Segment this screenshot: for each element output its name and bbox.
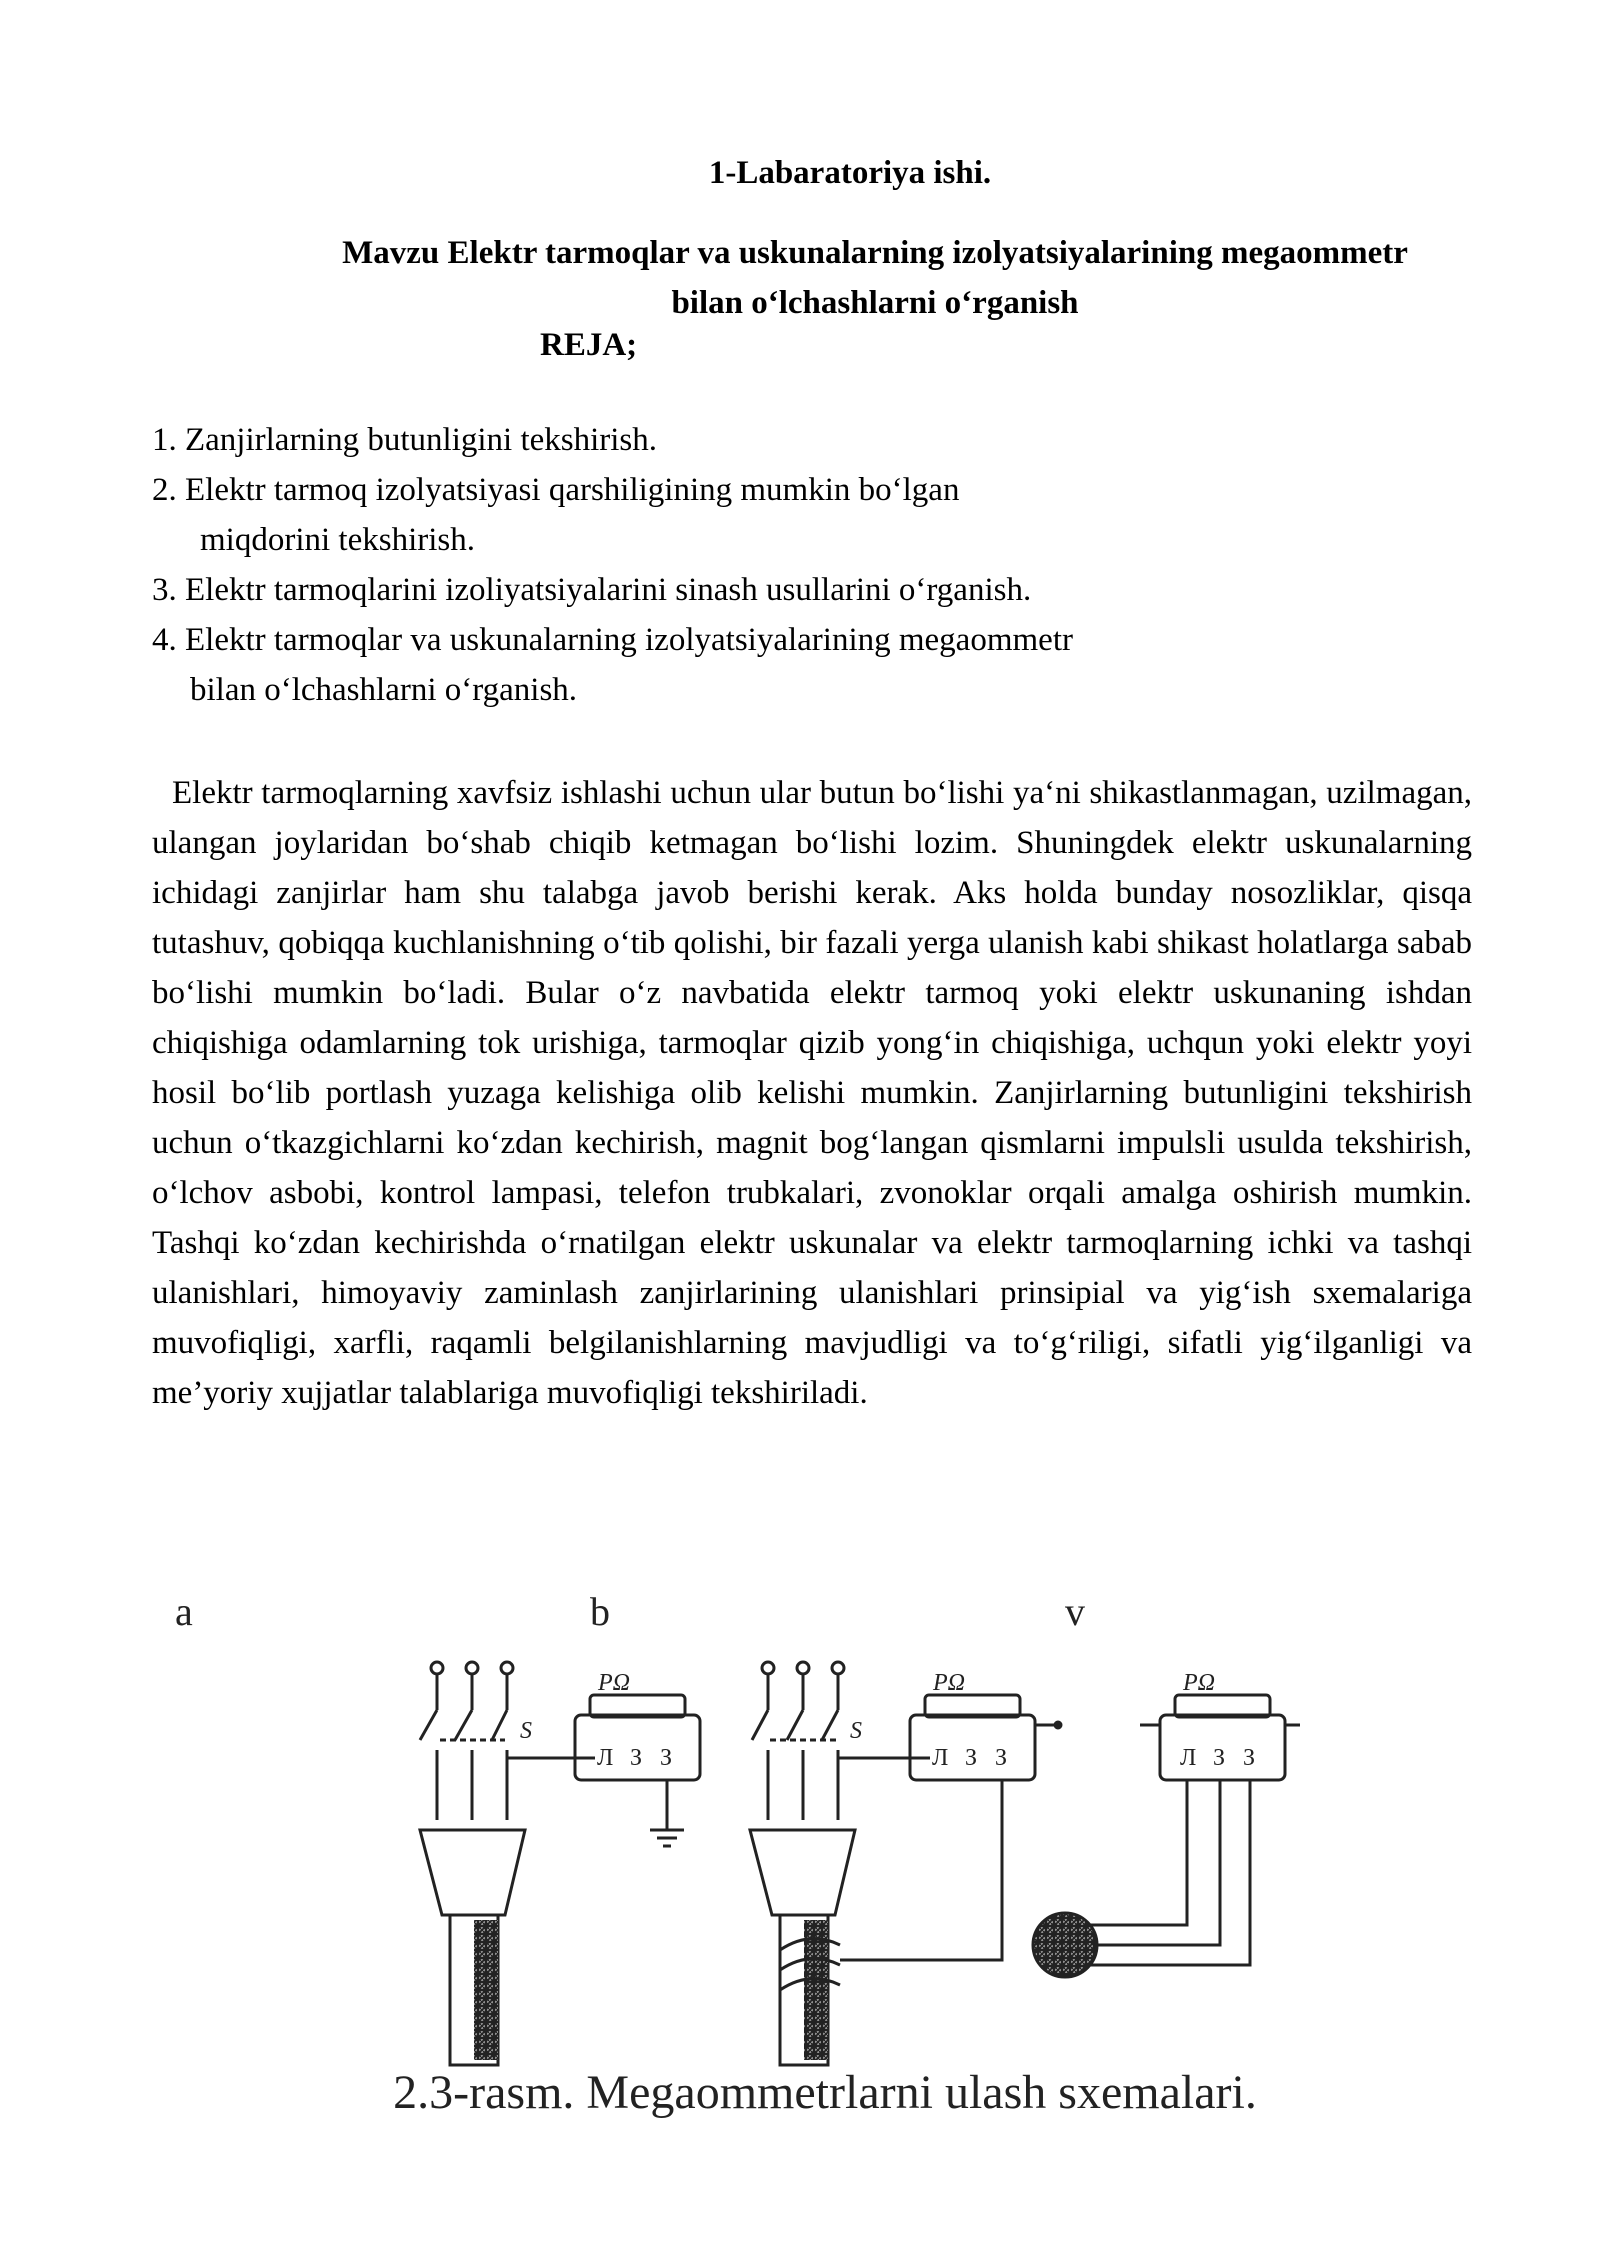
lab-title xyxy=(0,155,1600,192)
plan-heading: REJA; xyxy=(540,327,638,363)
plan-item-1: 1. Zanjirlarning butunligini tekshirish. xyxy=(152,422,658,458)
switch-label-b: S xyxy=(850,1718,862,1744)
label-v: v xyxy=(1065,1590,1085,1634)
terminal-v-1: Л xyxy=(1180,1745,1197,1771)
plan-item-2: 2. Elektr tarmoq izolyatsiyasi qarshiligining mumkin bo‘lgan xyxy=(152,472,960,508)
plan-list xyxy=(152,415,1482,715)
terminal-b-1: Л xyxy=(932,1745,949,1771)
switch-label-a: S xyxy=(520,1718,532,1744)
meter-label-a: PΩ xyxy=(598,1670,631,1696)
label-b: b xyxy=(590,1590,610,1634)
scheme-a xyxy=(420,1662,700,2065)
label-a: a xyxy=(175,1590,193,1634)
topic-line-1: Mavzu Elektr tarmoqlar va uskunalarning izolyatsiyalarining megaommetr xyxy=(342,235,1408,271)
plan-item-4-cont: bilan o‘lchashlarni o‘rganish. xyxy=(190,672,578,708)
plan-item-3: 3. Elektr tarmoqlarini izoliyatsiyalarini sinash usullarini o‘rganish. xyxy=(152,572,1032,608)
scheme-v xyxy=(1033,1670,1300,1977)
terminal-a-1: Л xyxy=(597,1745,614,1771)
terminal-a-3: З xyxy=(660,1745,673,1771)
scheme-b xyxy=(750,1662,1061,2065)
plan-item-4: 4. Elektr tarmoqlar va uskunalarning izolyatsiyalarining megaommetr xyxy=(152,622,1073,658)
terminal-v-2: З xyxy=(1213,1745,1226,1771)
plan-item-2-cont: miqdorini tekshirish. xyxy=(200,522,475,558)
lab-title-text: 1-Labaratoriya ishi. xyxy=(708,155,992,191)
meter-label-b: PΩ xyxy=(933,1670,966,1696)
figure-megaohmmeter-schemes xyxy=(150,1590,1450,2130)
topic-heading xyxy=(200,228,1550,328)
figure-caption-text: 2.3-rasm. Megaommetrlarni ulash sxemalari. xyxy=(393,2066,1257,2119)
terminal-b-3: З xyxy=(995,1745,1008,1771)
terminal-b-2: З xyxy=(965,1745,978,1771)
schematic-drawing xyxy=(150,1590,1450,2130)
body-paragraph: Elektr tarmoqlarning xavfsiz ishlashi uchun ular butun bo‘lishi ya‘ni shikastlanmagan, uzilmagan, ulangan joylaridan bo‘shab chiqib ketmagan bo‘lishi lozim. Shuningdek elektr uskunalarning ichidagi zanjirlar ham shu talabga javob berishi kerak. Aks holda bunday nosozliklar, qisqa tutashuv, qobiqqa kuchlanishning o‘tib qolishi, bir fazali yerga ulanish kabi shikast holatlarga sabab bo‘lishi mumkin bo‘ladi. Bular o‘z navbatida elektr tarmoq yoki elektr uskunaning ishdan chiqishiga odamlarning tok urishiga, tarmoqlar qizib yong‘in chiqishiga, uchqun yoki elektr yoyi hosil bo‘lib portlash yuzaga kelishiga olib kelishi mumkin. Zanjirlarning butunligini tekshirish uchun o‘tkazgichlarni ko‘zdan kechirish, magnit bog‘langan qismlarni impulsli usulda tekshirish, o‘lchov asbobi, kontrol lampasi, telefon trubkalari, zvonoklar orqali amalga oshirish mumkin. Tashqi ko‘zdan kechirishda o‘rnatilgan elektr uskunalar va elektr tarmoqlarning ichki va tashqi ulanishlari, himoyaviy zaminlash zanjirlarining ulanishlari prinsipial va yig‘ish sxemalariga muvofiqligi, xarfli, raqamli belgilanishlarning mavjudligi va to‘g‘riligi, sifatli yig‘ilganligi va me’yoriy xujjatlar talablariga muvofiqligi tekshiriladi. xyxy=(152,775,1472,1411)
figure-caption xyxy=(0,2065,1600,2120)
terminal-a-2: З xyxy=(630,1745,643,1771)
meter-label-v: PΩ xyxy=(1183,1670,1216,1696)
topic-line-2: bilan o‘lchashlarni o‘rganish xyxy=(671,285,1079,321)
terminal-v-3: З xyxy=(1243,1745,1256,1771)
